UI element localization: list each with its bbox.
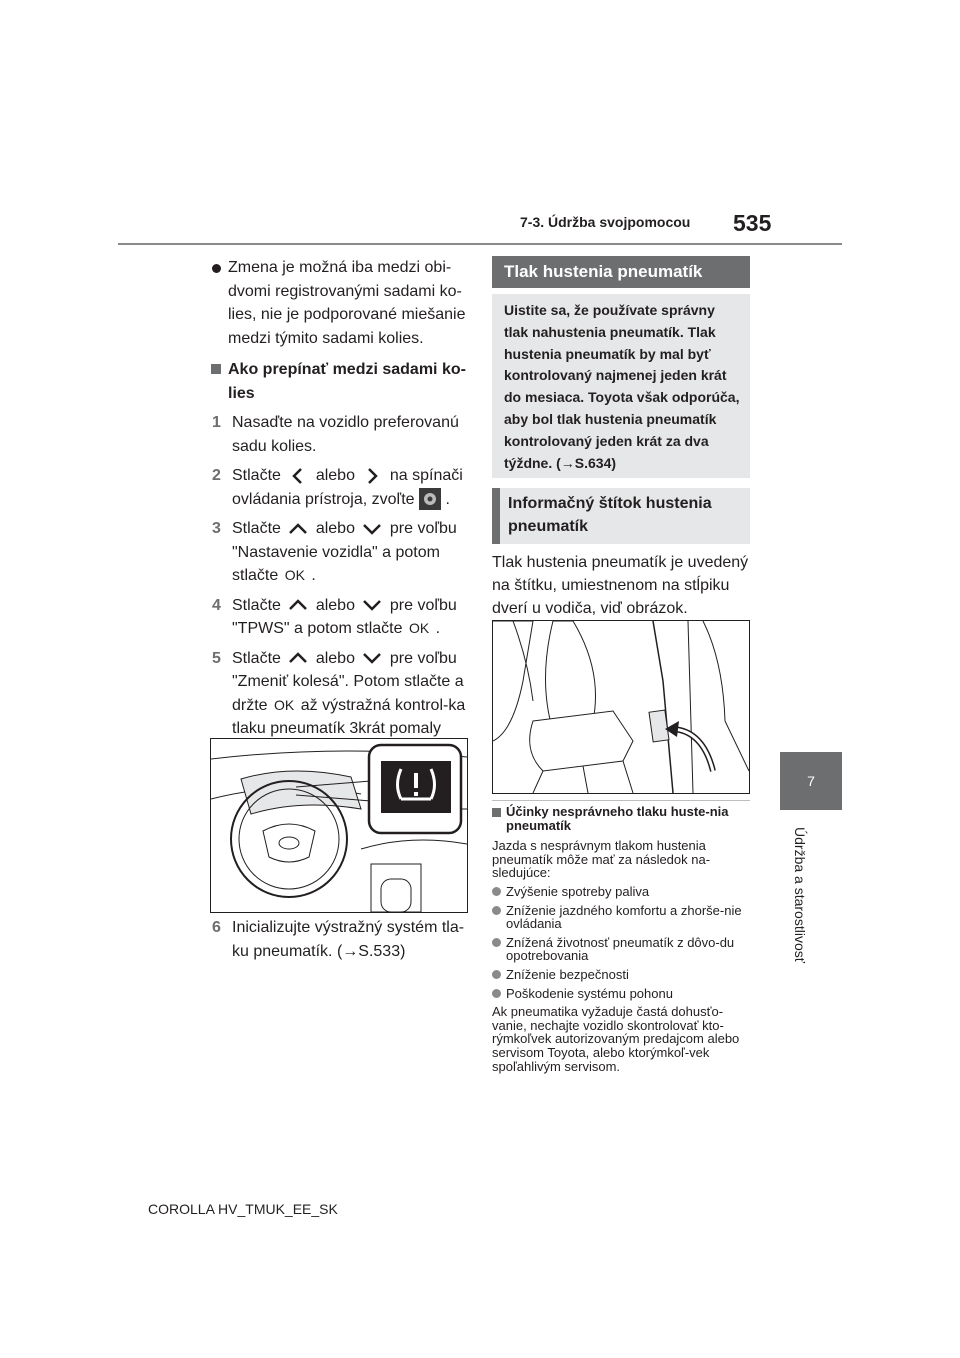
chapter-label-text: Údržba a starostlivosť: [792, 827, 808, 963]
chevron-down-icon: [359, 521, 385, 537]
subsection-heading-label: Informačný štítok hustenia pneumatík: [492, 488, 750, 544]
step-1: [208, 411, 466, 458]
step-text: .: [311, 567, 316, 584]
ok-key: OK: [408, 620, 430, 636]
section-heading-tire-pressure: Tlak hustenia pneumatík: [492, 256, 750, 288]
step-text: alebo: [315, 520, 355, 537]
step-number: 1: [212, 414, 221, 431]
chevron-down-icon: [359, 650, 385, 666]
step-6: [208, 916, 466, 963]
note-box: Uistite sa, že používate správny tlak nahustenia pneumatík. Tlak hustenia pneumatík by mal byť kontrolovaný najmenej jeden krát do mesiaca. Toyota však odporúča, aby bol tlak hustenia pneumatík kontrolovaný jeden krát za dva týždne. (→S.634): [492, 294, 750, 478]
step-text: pre voľbu "TPWS" a potom stlačte: [232, 596, 457, 637]
step-number: 3: [212, 520, 221, 537]
dashboard-illustration: [210, 738, 468, 913]
label-description: Tlak hustenia pneumatík je uvedený na štítku, umiestnenom na stĺpiku dverí u vodiča, viď obrázok.: [492, 554, 749, 617]
chevron-left-icon: [285, 467, 311, 485]
chapter-label: [780, 822, 810, 982]
list-item: Poškodenie systému pohonu: [492, 987, 754, 1001]
left-column: [208, 256, 466, 764]
chevron-up-icon: [285, 597, 311, 613]
list-item: Zníženie bezpečnosti: [492, 968, 754, 982]
step-text: Stlačte: [232, 467, 281, 484]
step-3: [208, 517, 466, 588]
step-text: Stlačte: [232, 520, 281, 537]
step-4: [208, 594, 466, 641]
step-text: na spínači ovládania prístroja, zvoľte: [232, 467, 463, 508]
step-text: až výstražná kontrol-ka tlaku pneumatík 3krát pomaly: [232, 696, 466, 737]
divider: [492, 800, 750, 801]
effects-intro: Jazda s nesprávnym tlakom hustenia pneumatík môže mať za následok na-sledujúce:: [492, 838, 711, 881]
bullet-note: Zmena je možná iba medzi obi-dvomi registrovanými sadami ko-lies, nie je podporované miešanie medzi týmito sadami kolies.: [208, 256, 466, 350]
page-number: 535: [733, 210, 772, 236]
dashboard-drawing: [211, 739, 467, 912]
effects-heading: Účinky nesprávneho tlaku huste-nia pneumatík: [492, 805, 754, 832]
effects-outro: Ak pneumatika vyžaduje častá dohusťo-vanie, nechajte vozidlo skontrolovať kto-rýmkoľvek autorizovaným predajcom alebo servisom Toyota, alebo ktorýmkoľ-vek spoľahlivým servisom.: [492, 1004, 740, 1074]
gear-icon: [419, 488, 441, 510]
list-item: Zvýšenie spotreby paliva: [492, 885, 754, 899]
chapter-tab: 7: [780, 752, 842, 810]
step-number: 5: [212, 649, 221, 667]
list-item: Znížená životnosť pneumatík z dôvo-du opotrebovania: [492, 936, 754, 963]
step-text: .: [435, 620, 441, 637]
ok-key: OK: [274, 696, 295, 713]
step-text: alebo: [315, 649, 355, 667]
ok-key: OK: [284, 567, 305, 583]
effects-section: [492, 805, 754, 1073]
door-pillar-drawing: [493, 621, 749, 793]
step-text: alebo: [315, 467, 355, 484]
step-text: Stlačte: [232, 596, 281, 614]
chevron-down-icon: [359, 597, 385, 613]
step-text: Inicializujte výstražný systém tla-ku pneumatík. (→S.533): [232, 919, 465, 960]
step-2: [208, 464, 466, 511]
chevron-up-icon: [285, 650, 311, 666]
step-text: Nasaďte na vozidlo preferovanú sadu kolies.: [232, 414, 459, 455]
section-title: 7-3. Údržba svojpomocou: [520, 214, 691, 230]
subheading-switch-wheels: Ako prepínať medzi sadami ko-lies: [208, 358, 466, 405]
step-text: pre voľbu "Nastavenie vozidla" a potom stlačte: [232, 520, 457, 584]
step-text: alebo: [315, 596, 355, 614]
footer-model-code: COROLLA HV_TMUK_EE_SK: [148, 1201, 338, 1217]
step-text: pre voľbu "Zmeniť kolesá". Potom stlačte a držte: [232, 649, 464, 714]
step-number: 2: [212, 467, 221, 484]
step-text: .: [445, 490, 450, 508]
door-pillar-illustration: [492, 620, 750, 794]
chevron-up-icon: [285, 521, 311, 537]
step-number: 4: [212, 596, 221, 614]
step-text: Stlačte: [232, 649, 281, 667]
step-number: 6: [212, 919, 221, 936]
header-rule: [118, 243, 842, 245]
list-item: Zníženie jazdného komfortu a zhorše-nie ovládania: [492, 904, 754, 931]
chevron-right-icon: [359, 467, 385, 485]
